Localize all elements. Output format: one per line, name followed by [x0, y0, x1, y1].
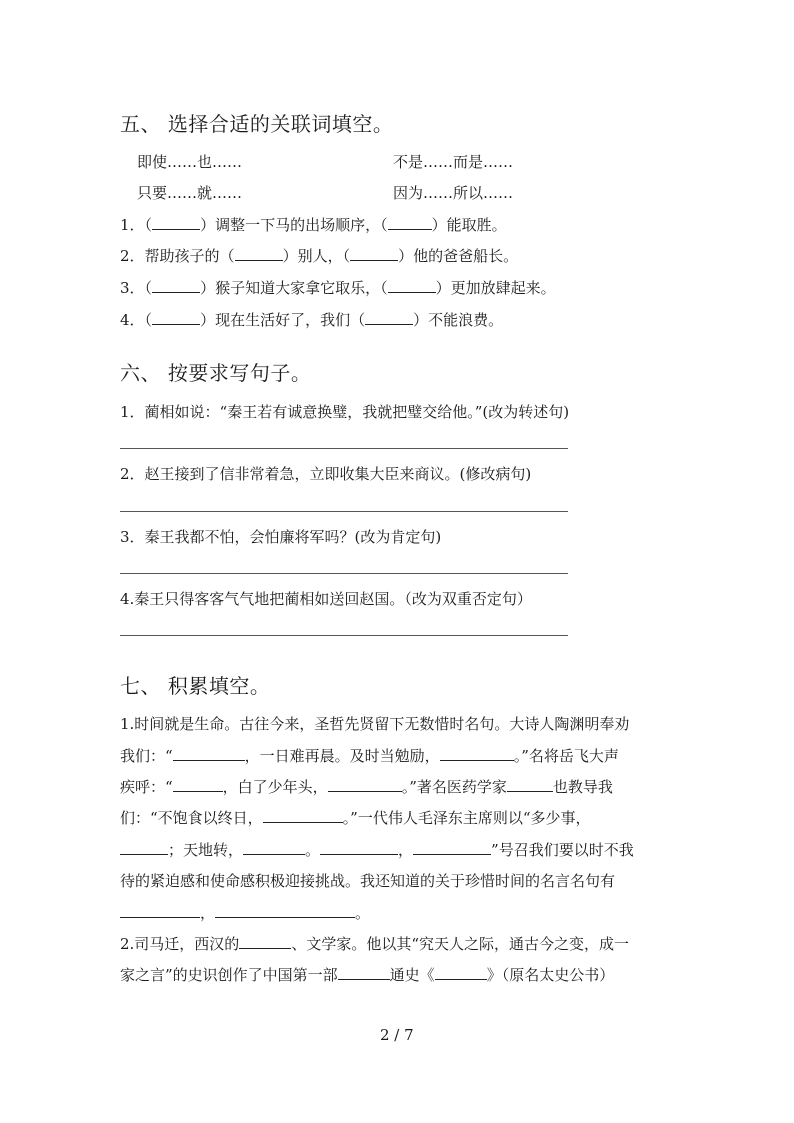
text-segment: 家之言”的史识创作了中国第一部 — [120, 966, 338, 984]
text-segment: 。 — [355, 904, 371, 922]
item-text: ）能取胜。 — [431, 216, 507, 234]
item-number: 3． — [120, 279, 145, 297]
item-text: ）他的爸爸船长。 — [398, 247, 519, 265]
text-segment: ；天地转， — [168, 841, 244, 859]
item-number: 4． — [120, 311, 145, 329]
s7-q1-line-5 — [120, 839, 634, 860]
item-text: 帮助孩子的（ — [144, 247, 235, 265]
s7-q1-line-7 — [120, 902, 370, 923]
text-segment: ， — [398, 841, 414, 859]
item-text: ）现在生活好了，我们（ — [200, 311, 366, 329]
item-text: ）别人，（ — [282, 247, 351, 265]
s5-item-4 — [120, 309, 503, 330]
answer-blank[interactable] — [152, 310, 200, 325]
text-segment: 。 — [305, 841, 321, 859]
answer-blank[interactable] — [338, 965, 390, 980]
text-segment: ， — [200, 904, 216, 922]
text-segment: ，白了少年头， — [222, 778, 328, 796]
item-text: ）更加放肆起来。 — [435, 279, 556, 297]
text-segment: ，一日难再晨。及时当勉励， — [244, 747, 440, 765]
answer-blank[interactable] — [243, 840, 305, 855]
answer-blank[interactable] — [235, 246, 283, 261]
s7-q1-line-6: 待的紧迫感和使命感积极迎接挑战。我还知道的关于珍惜时间的名言名句有 — [120, 872, 616, 890]
answer-blank[interactable] — [435, 965, 487, 980]
answer-blank[interactable] — [173, 777, 223, 792]
s7-q1-line-3 — [120, 776, 613, 797]
text-segment: 也教导我 — [552, 778, 613, 796]
answer-blank[interactable] — [388, 278, 436, 293]
section-5-title: 五、 选择合适的关联词填空。 — [120, 112, 394, 136]
text-segment: 》（原名太史公书） — [486, 966, 615, 984]
answer-blank[interactable] — [239, 934, 291, 949]
s7-q2-line-2 — [120, 964, 614, 985]
item-text: ）猴子知道大家拿它取乐，（ — [200, 279, 388, 297]
answer-blank[interactable] — [120, 840, 168, 855]
text-segment: 我们：“ — [120, 747, 173, 765]
s5-item-2 — [120, 245, 518, 266]
text-segment: 。”一代伟人毛泽东主席则以“多少事， — [342, 809, 591, 827]
s5-item-3 — [120, 277, 556, 298]
text-segment: 们：“不饱食以终日， — [120, 809, 263, 827]
page-number: 2 / 7 — [380, 1026, 414, 1044]
text-segment: 、文学家。他以其“究天人之际，通古今之变，成一 — [291, 935, 629, 953]
item-text: ）不能浪费。 — [413, 311, 504, 329]
item-number: 1． — [120, 216, 145, 234]
option-3: 只要……就…… — [137, 184, 243, 202]
answer-blank[interactable] — [152, 278, 200, 293]
answer-blank[interactable] — [263, 808, 343, 823]
answer-blank[interactable] — [350, 246, 398, 261]
text-segment: 通史《 — [389, 966, 435, 984]
answer-blank[interactable] — [388, 215, 432, 230]
text-segment: ”号召我们要以时不我 — [491, 841, 634, 859]
option-1: 即使……也…… — [137, 153, 243, 171]
s7-q2-line-1 — [120, 933, 629, 954]
s5-item-1 — [120, 214, 507, 235]
s7-q1-line-4 — [120, 807, 591, 828]
item-text: （ — [144, 311, 153, 329]
s6-item-2: 2．赵王接到了信非常着急，立即收集大臣来商议。(修改病句) — [120, 465, 532, 483]
text-segment: 。”名将岳飞大声 — [513, 747, 619, 765]
answer-blank[interactable] — [120, 903, 200, 918]
section-7-title: 七、 积累填空。 — [120, 674, 271, 698]
text-segment: 。”著名医药学家 — [401, 778, 507, 796]
answer-line[interactable] — [120, 511, 568, 512]
answer-blank[interactable] — [152, 215, 200, 230]
item-text: （ — [144, 216, 153, 234]
item-number: 2． — [120, 247, 145, 265]
answer-blank[interactable] — [215, 903, 355, 918]
item-text: （ — [144, 279, 153, 297]
s6-item-4: 4.秦王只得客客气气地把蔺相如送回赵国。（改为双重否定句） — [120, 590, 532, 608]
answer-blank[interactable] — [365, 310, 413, 325]
option-4: 因为……所以…… — [393, 184, 514, 202]
answer-blank[interactable] — [413, 840, 491, 855]
item-text: ）调整一下马的出场顺序，（ — [200, 216, 388, 234]
text-segment: 疾呼：“ — [120, 778, 173, 796]
answer-blank[interactable] — [320, 840, 398, 855]
answer-line[interactable] — [120, 448, 568, 449]
option-2: 不是……而是…… — [393, 153, 514, 171]
answer-line[interactable] — [120, 573, 568, 574]
section-6-title: 六、 按要求写句子。 — [120, 361, 312, 385]
s7-q1-line-2 — [120, 745, 619, 766]
answer-blank[interactable] — [440, 746, 514, 761]
answer-line[interactable] — [120, 635, 568, 636]
answer-blank[interactable] — [328, 777, 402, 792]
text-segment: 2.司马迁，西汉的 — [120, 935, 240, 953]
s6-item-1: 1．蔺相如说：“秦王若有诚意换璧，我就把璧交给他。”(改为转述句) — [120, 403, 570, 421]
answer-blank[interactable] — [507, 777, 553, 792]
s6-item-3: 3．秦王我都不怕，会怕廉将军吗？(改为肯定句) — [120, 528, 442, 546]
s7-q1-line-1: 1.时间就是生命。古往今来，圣哲先贤留下无数惜时名句。大诗人陶渊明奉劝 — [120, 715, 630, 733]
answer-blank[interactable] — [173, 746, 245, 761]
